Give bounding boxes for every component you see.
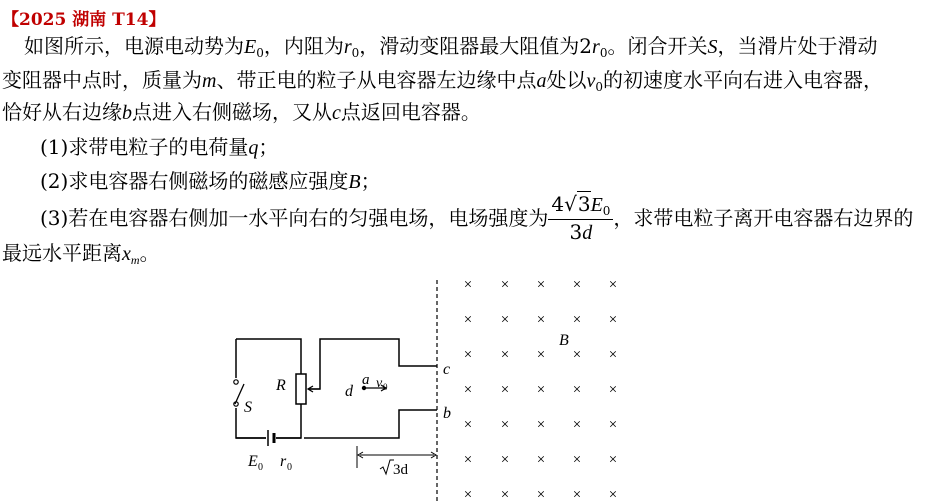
field-cross: × [536,347,546,363]
svg-text:3d: 3d [393,462,408,478]
field-cross: × [572,487,582,503]
label-r0-sub: 0 [287,462,292,473]
circuit-wires [236,339,437,438]
field-cross: × [608,452,618,468]
field-cross: × [572,347,582,363]
question-3: (3)若在电容器右侧加一水平向右的匀强电场，电场强度为 $\frac{4√3E_0}{3d}$ ，求带电粒子离开电容器右边界的 [40,191,914,244]
field-cross: × [608,312,618,328]
field-strength-fraction: $\frac{4√3E_0}{3d}$ [548,191,613,245]
field-cross: × [463,452,473,468]
label-b-field: B [559,332,569,349]
field-cross: × [608,417,618,433]
question-1: (1)求带电粒子的电荷量q； [40,135,279,159]
rheostat-slider-arrow [308,386,320,392]
field-cross: × [536,452,546,468]
field-cross: × [500,487,510,503]
field-cross: × [536,277,546,293]
field-cross: × [500,312,510,328]
label-c: c [443,361,451,378]
label-a: a [362,372,370,388]
label-d: d [345,383,353,400]
field-cross: × [572,277,582,293]
field-cross: × [463,487,473,503]
rheostat-r [296,374,306,404]
field-cross: × [536,487,546,503]
field-cross: × [536,312,546,328]
field-cross: × [572,452,582,468]
label-e0: E [248,453,258,470]
field-cross: × [463,312,473,328]
field-cross: × [500,347,510,363]
label-r: R [276,377,286,394]
field-cross: × [536,382,546,398]
field-cross: × [572,382,582,398]
switch-s [230,378,244,408]
magnetic-field-grid [464,277,617,503]
label-s: S [244,399,252,416]
field-cross: × [608,487,618,503]
capacitor-dimension-line [358,452,436,458]
field-cross: × [463,277,473,293]
label-v0: v [376,376,383,391]
field-cross: × [463,347,473,363]
field-cross: × [572,417,582,433]
field-cross: × [608,277,618,293]
problem-line-2: 变阻器中点时，质量为m、带正电的粒子从电容器左边缘中点a处以$v_0$的初速度水平向右进入电容器， [2,68,883,94]
label-b: b [443,405,451,422]
field-cross: × [500,382,510,398]
problem-header: 【2025 湖南 T14】 [2,10,166,30]
field-cross: × [536,417,546,433]
label-r0: r [280,453,287,470]
problem-line-1: 如图所示，电源电动势为$E_0$，内阻为$r_0$，滑动变阻器最大阻值为$2r_0$。闭合开关S，当滑片处于滑动 [24,34,878,60]
question-2: (2)求电容器右侧磁场的磁感应强度B； [40,169,381,193]
field-cross: × [463,417,473,433]
label-e0-sub: 0 [258,462,263,473]
field-cross: × [572,312,582,328]
label-v0-sub: 0 [383,382,388,392]
field-cross: × [463,382,473,398]
question-3-continued: 最远水平距离$x_m$。 [2,241,160,267]
problem-line-3: 恰好从右边缘b点进入右侧磁场，又从c点返回电容器。 [2,100,481,124]
dimension-label [380,460,409,478]
battery [266,430,276,446]
field-cross: × [500,277,510,293]
field-cross: × [608,347,618,363]
field-cross: × [500,417,510,433]
field-cross: × [500,452,510,468]
field-cross: × [608,382,618,398]
